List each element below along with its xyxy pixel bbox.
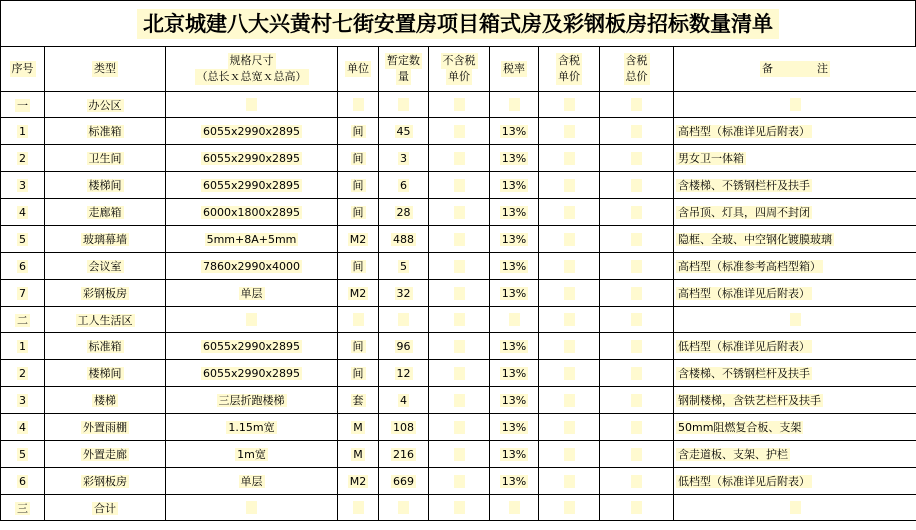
row-seq: 4 — [1, 414, 45, 441]
row-price-in-tax — [539, 360, 600, 387]
row-unit: M2 — [338, 226, 379, 253]
row-price-ex-tax — [429, 199, 490, 226]
row-price-in-tax — [539, 468, 600, 495]
row-type: 玻璃幕墙 — [45, 226, 166, 253]
table-row — [1, 468, 916, 495]
row-total-in-tax — [600, 253, 674, 280]
row-price-ex-tax — [429, 253, 490, 280]
empty-cell — [674, 92, 916, 118]
row-total-in-tax — [600, 172, 674, 199]
row-seq: 3 — [1, 387, 45, 414]
row-qty: 45 — [379, 118, 429, 145]
header-tax-rate: 税率 — [490, 47, 539, 92]
row-seq: 3 — [1, 172, 45, 199]
header-price-ex-tax: 不含税 单价 — [429, 47, 490, 92]
row-seq: 2 — [1, 360, 45, 387]
row-price-ex-tax — [429, 360, 490, 387]
row-tax-rate: 13% — [490, 280, 539, 307]
empty-cell — [379, 307, 429, 333]
row-tax-rate: 13% — [490, 226, 539, 253]
section-name: 办公区 — [45, 92, 166, 118]
row-price-in-tax — [539, 145, 600, 172]
row-seq: 1 — [1, 333, 45, 360]
header-type: 类型 — [45, 47, 166, 92]
section-seq: 一 — [1, 92, 45, 118]
empty-cell — [338, 307, 379, 333]
empty-cell — [490, 495, 539, 521]
row-qty: 108 — [379, 414, 429, 441]
row-tax-rate: 13% — [490, 145, 539, 172]
sheet-title-cell — [0, 0, 916, 47]
sheet-title: 北京城建八大兴黄村七街安置房项目箱式房及彩钢板房招标数量清单 — [137, 9, 779, 39]
row-tax-rate: 13% — [490, 441, 539, 468]
table-row — [1, 441, 916, 468]
empty-cell — [379, 92, 429, 118]
row-qty: 488 — [379, 226, 429, 253]
row-seq: 5 — [1, 226, 45, 253]
row-note: 50mm阻燃复合板、支架 — [674, 414, 916, 441]
row-unit: 间 — [338, 333, 379, 360]
header-unit: 单位 — [338, 47, 379, 92]
row-note: 含楼梯、不锈钢栏杆及扶手 — [674, 360, 916, 387]
row-total-in-tax — [600, 360, 674, 387]
empty-cell — [429, 495, 490, 521]
row-type: 楼梯 — [45, 387, 166, 414]
row-spec: 7860x2990x4000 — [166, 253, 338, 280]
row-qty: 216 — [379, 441, 429, 468]
row-tax-rate: 13% — [490, 118, 539, 145]
header-note: 备 注 — [674, 47, 916, 92]
row-tax-rate: 13% — [490, 333, 539, 360]
row-price-ex-tax — [429, 145, 490, 172]
row-spec: 6055x2990x2895 — [166, 118, 338, 145]
row-type: 标准箱 — [45, 118, 166, 145]
empty-cell — [600, 307, 674, 333]
row-spec: 三层折跑楼梯 — [166, 387, 338, 414]
row-qty: 28 — [379, 199, 429, 226]
row-unit: M2 — [338, 468, 379, 495]
row-seq: 5 — [1, 441, 45, 468]
section-seq: 二 — [1, 307, 45, 333]
row-note: 高档型（标准详见后附表） — [674, 118, 916, 145]
row-unit: 间 — [338, 145, 379, 172]
row-note: 高档型（标准详见后附表） — [674, 280, 916, 307]
empty-cell — [429, 92, 490, 118]
row-price-in-tax — [539, 387, 600, 414]
table-row — [1, 280, 916, 307]
row-price-in-tax — [539, 253, 600, 280]
empty-cell — [166, 495, 338, 521]
row-total-in-tax — [600, 387, 674, 414]
row-total-in-tax — [600, 226, 674, 253]
row-note: 低档型（标准详见后附表） — [674, 333, 916, 360]
row-total-in-tax — [600, 280, 674, 307]
header-qty: 暂定数 量 — [379, 47, 429, 92]
row-price-in-tax — [539, 441, 600, 468]
row-qty: 32 — [379, 280, 429, 307]
row-type: 会议室 — [45, 253, 166, 280]
row-total-in-tax — [600, 145, 674, 172]
row-price-in-tax — [539, 199, 600, 226]
row-spec: 6055x2990x2895 — [166, 172, 338, 199]
row-qty: 4 — [379, 387, 429, 414]
row-total-in-tax — [600, 468, 674, 495]
empty-cell — [600, 92, 674, 118]
row-price-in-tax — [539, 172, 600, 199]
row-note: 含楼梯、不锈钢栏杆及扶手 — [674, 172, 916, 199]
row-unit: M — [338, 441, 379, 468]
row-price-ex-tax — [429, 441, 490, 468]
table-row — [1, 199, 916, 226]
table-row — [1, 145, 916, 172]
section-seq: 三 — [1, 495, 45, 521]
row-spec: 6055x2990x2895 — [166, 360, 338, 387]
row-qty: 12 — [379, 360, 429, 387]
row-tax-rate: 13% — [490, 172, 539, 199]
table-row — [1, 172, 916, 199]
empty-cell — [429, 307, 490, 333]
row-type: 彩钢板房 — [45, 468, 166, 495]
row-unit: 间 — [338, 172, 379, 199]
empty-cell — [539, 307, 600, 333]
row-unit: 套 — [338, 387, 379, 414]
row-type: 楼梯间 — [45, 172, 166, 199]
row-note: 隐框、全玻、中空钢化镀膜玻璃 — [674, 226, 916, 253]
header-total-in-tax: 含税 总价 — [600, 47, 674, 92]
row-total-in-tax — [600, 118, 674, 145]
row-tax-rate: 13% — [490, 387, 539, 414]
row-qty: 96 — [379, 333, 429, 360]
row-price-in-tax — [539, 118, 600, 145]
row-spec: 6055x2990x2895 — [166, 333, 338, 360]
row-spec: 6055x2990x2895 — [166, 145, 338, 172]
section-name: 合计 — [45, 495, 166, 521]
table-row — [1, 118, 916, 145]
header-spec: 规格尺寸 （总长ｘ总宽ｘ总高） — [166, 47, 338, 92]
row-tax-rate: 13% — [490, 199, 539, 226]
row-unit: 间 — [338, 118, 379, 145]
empty-cell — [490, 307, 539, 333]
row-seq: 7 — [1, 280, 45, 307]
empty-cell — [166, 92, 338, 118]
row-total-in-tax — [600, 333, 674, 360]
header-row — [1, 47, 916, 92]
section-row — [1, 495, 916, 521]
row-spec: 5mm+8A+5mm — [166, 226, 338, 253]
row-type: 卫生间 — [45, 145, 166, 172]
row-seq: 6 — [1, 253, 45, 280]
empty-cell — [539, 495, 600, 521]
row-unit: 间 — [338, 253, 379, 280]
row-price-ex-tax — [429, 468, 490, 495]
row-spec: 1.15m宽 — [166, 414, 338, 441]
header-seq: 序号 — [1, 47, 45, 92]
table-row — [1, 333, 916, 360]
row-price-ex-tax — [429, 387, 490, 414]
row-price-ex-tax — [429, 333, 490, 360]
row-price-ex-tax — [429, 280, 490, 307]
row-tax-rate: 13% — [490, 414, 539, 441]
table-row — [1, 253, 916, 280]
section-name: 工人生活区 — [45, 307, 166, 333]
row-price-ex-tax — [429, 414, 490, 441]
row-unit: M2 — [338, 280, 379, 307]
row-note: 含走道板、支架、护栏 — [674, 441, 916, 468]
row-type: 走廊箱 — [45, 199, 166, 226]
header-price-in-tax: 含税 单价 — [539, 47, 600, 92]
row-type: 标准箱 — [45, 333, 166, 360]
row-price-ex-tax — [429, 172, 490, 199]
section-row — [1, 307, 916, 333]
row-total-in-tax — [600, 441, 674, 468]
empty-cell — [338, 92, 379, 118]
table-row — [1, 360, 916, 387]
table-row — [1, 226, 916, 253]
row-type: 楼梯间 — [45, 360, 166, 387]
table-body — [1, 92, 916, 521]
row-tax-rate: 13% — [490, 253, 539, 280]
row-tax-rate: 13% — [490, 468, 539, 495]
empty-cell — [166, 307, 338, 333]
row-note: 钢制楼梯，含铁艺栏杆及扶手 — [674, 387, 916, 414]
empty-cell — [600, 495, 674, 521]
table-row — [1, 414, 916, 441]
row-price-in-tax — [539, 280, 600, 307]
row-qty: 6 — [379, 172, 429, 199]
row-type: 彩钢板房 — [45, 280, 166, 307]
row-unit: M — [338, 414, 379, 441]
row-spec: 单层 — [166, 280, 338, 307]
row-total-in-tax — [600, 199, 674, 226]
row-note: 低档型（标准详见后附表） — [674, 468, 916, 495]
row-qty: 669 — [379, 468, 429, 495]
row-spec: 6000x1800x2895 — [166, 199, 338, 226]
empty-cell — [490, 92, 539, 118]
row-seq: 4 — [1, 199, 45, 226]
row-seq: 1 — [1, 118, 45, 145]
row-tax-rate: 13% — [490, 360, 539, 387]
row-unit: 间 — [338, 360, 379, 387]
row-qty: 3 — [379, 145, 429, 172]
row-spec: 单层 — [166, 468, 338, 495]
row-qty: 5 — [379, 253, 429, 280]
empty-cell — [539, 92, 600, 118]
section-row — [1, 92, 916, 118]
row-type: 外置雨棚 — [45, 414, 166, 441]
empty-cell — [379, 495, 429, 521]
row-price-ex-tax — [429, 118, 490, 145]
row-note: 含吊顶、灯具，四周不封闭 — [674, 199, 916, 226]
row-note: 高档型（标准参考高档型箱） — [674, 253, 916, 280]
table-row — [1, 387, 916, 414]
row-price-in-tax — [539, 414, 600, 441]
row-total-in-tax — [600, 414, 674, 441]
empty-cell — [338, 495, 379, 521]
row-spec: 1m宽 — [166, 441, 338, 468]
row-seq: 6 — [1, 468, 45, 495]
row-price-ex-tax — [429, 226, 490, 253]
row-price-in-tax — [539, 333, 600, 360]
row-type: 外置走廊 — [45, 441, 166, 468]
quantity-table — [0, 46, 916, 521]
row-note: 男女卫一体箱 — [674, 145, 916, 172]
row-unit: 间 — [338, 199, 379, 226]
row-seq: 2 — [1, 145, 45, 172]
empty-cell — [674, 495, 916, 521]
row-price-in-tax — [539, 226, 600, 253]
empty-cell — [674, 307, 916, 333]
